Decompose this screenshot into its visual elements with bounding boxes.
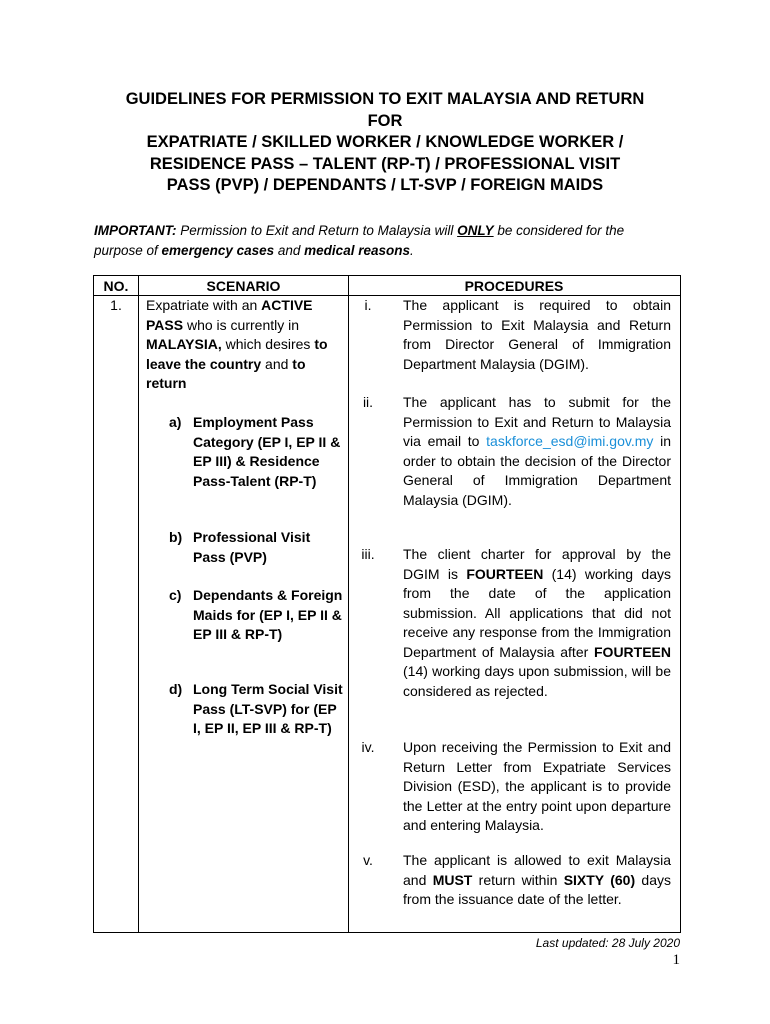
important-text-2: be considered for the purpose of (94, 223, 625, 258)
scenario-active-pass: ACTIVE PASS (146, 297, 313, 333)
procedure-iii-text-2: (14) working days from the date of the application submission. All applications that did not receive any response from the Immigration Department of Malaysia after (403, 565, 671, 660)
subitem-label: c) (169, 587, 182, 603)
procedure-iii-fourteen-2: FOURTEEN (594, 643, 671, 660)
scenario-subitem-b (169, 528, 344, 567)
title-line-2: FOR (367, 111, 403, 130)
scenario-text-1: Expatriate with an (146, 297, 262, 313)
procedure-v-must: MUST (432, 871, 473, 888)
document-title (0, 89, 770, 197)
scenario-subitem-c (169, 586, 344, 645)
procedure-v-text (403, 851, 671, 910)
scenario-description (146, 296, 342, 394)
procedure-v-text-1: The applicant is allowed to exit Malaysia and (403, 852, 671, 888)
procedure-iii-text-3: (14) working days upon submission, will be considered as rejected. (403, 663, 671, 699)
procedure-v-text-2: return within (472, 871, 564, 888)
important-only: ONLY (457, 223, 494, 238)
important-text-3: and (274, 242, 305, 258)
header-no: NO. (103, 278, 129, 294)
column-divider (138, 276, 139, 932)
procedure-iv-text: Upon receiving the Permission to Exit and Return Letter from Expatriate Services Division (ESD), the applicant is to provide the Letter at the entry point upon departure and entering Malaysia. (403, 739, 671, 833)
column-divider (348, 276, 349, 932)
subitem-label: d) (169, 681, 183, 697)
scenario-text-3: which desires (221, 336, 315, 352)
scenario-malaysia: MALAYSIA, (146, 336, 222, 352)
scenario-return: to return (146, 355, 306, 391)
last-updated: Last updated: 28 July 2020 (535, 936, 680, 950)
email-link[interactable]: taskforce_esd@imi.gov.my (486, 433, 654, 449)
subitem-text: Long Term Social Visit Pass (LT-SVP) for (EP I, EP II, EP III & RP-T) (193, 681, 343, 736)
procedure-ii-text-2: in order to obtain the decision of the Director General of Immigration Department Malaysia (DGIM). (403, 433, 671, 508)
important-emergency: emergency cases (161, 242, 275, 258)
procedure-number: iii. (361, 546, 375, 562)
subitem-text: Employment Pass Category (EP I, EP II & EP III) & Residence Pass-Talent (RP-T) (193, 414, 341, 489)
subitem-text: Dependants & Foreign Maids for (EP I, EP II & EP III & RP-T) (193, 587, 343, 642)
procedure-ii-text-1: The applicant has to submit for the Permission to Exit and Return to Malaysia via email to (403, 394, 671, 449)
title-line-1: GUIDELINES FOR PERMISSION TO EXIT MALAYSIA AND RETURN (125, 90, 645, 108)
important-notice (94, 221, 674, 260)
scenario-leave: to leave the country (146, 336, 328, 372)
procedure-v-sixty: SIXTY (60) (563, 871, 636, 888)
procedure-number: ii. (362, 394, 374, 410)
scenario-text-2: who is currently in (183, 316, 300, 333)
procedures-table (93, 275, 681, 933)
procedure-number: i. (364, 297, 372, 313)
scenario-subitem-d (169, 680, 344, 739)
title-line-5: PASS (PVP) / DEPENDANTS / LT-SVP / FOREIGN MAIDS (166, 176, 604, 194)
title-line-3: EXPATRIATE / SKILLED WORKER / KNOWLEDGE WORKER / (146, 133, 624, 151)
header-procedures: PROCEDURES (464, 278, 564, 294)
title-line-4: RESIDENCE PASS – TALENT (RP-T) / PROFESSIONAL VISIT (149, 154, 621, 173)
procedure-iii-fourteen-1: FOURTEEN (466, 565, 544, 582)
scenario-text-4: and (261, 355, 293, 372)
subitem-label: b) (169, 529, 183, 545)
important-medical: medical reasons (304, 242, 410, 258)
procedure-ii-text (403, 393, 671, 510)
procedure-iii-text (403, 545, 671, 701)
header-scenario: SCENARIO (206, 278, 281, 294)
procedure-number: iv. (361, 739, 375, 755)
procedure-i-text: The applicant is required to obtain Permission to Exit Malaysia and Return from Director General of Immigration Department Malaysia (DGIM). (403, 297, 671, 372)
subitem-label: a) (169, 414, 182, 430)
page-number: 1 (672, 952, 680, 968)
row-number: 1. (110, 297, 122, 313)
procedure-iii-text-1: The client charter for approval by the DGIM is (403, 546, 671, 582)
important-text-1: Permission to Exit and Return to Malaysia will (176, 223, 458, 238)
subitem-text: Professional Visit Pass (PVP) (193, 529, 311, 565)
scenario-subitem-a (169, 413, 344, 491)
procedure-v-text-3: days from the issuance date of the letter. (403, 871, 671, 907)
important-text-4: . (409, 242, 414, 258)
procedure-number: v. (363, 852, 373, 868)
important-label: IMPORTANT: (94, 223, 177, 238)
